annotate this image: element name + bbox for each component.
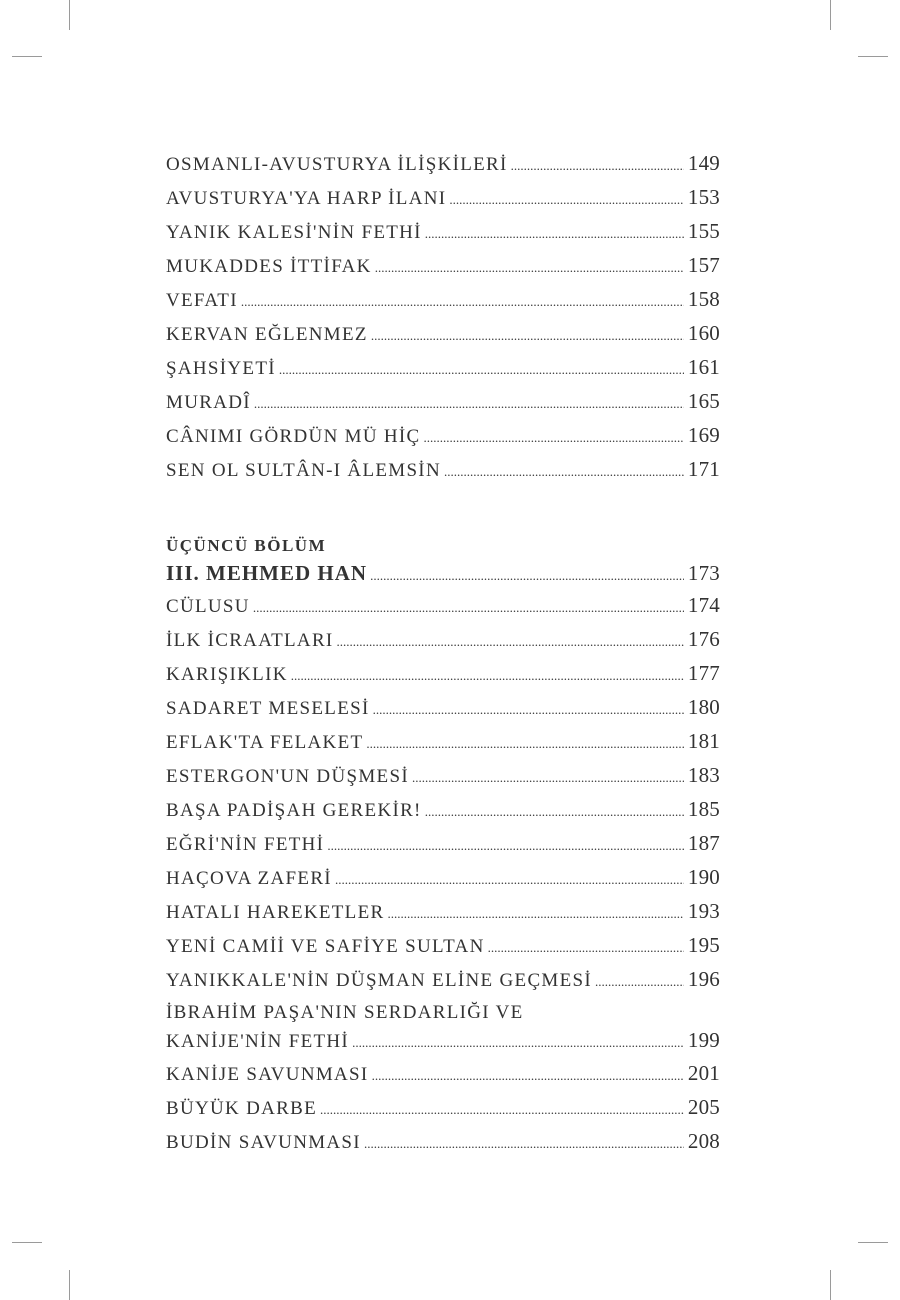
toc-entry[interactable] (166, 146, 720, 180)
dot-leader (241, 285, 684, 319)
page-number: 149 (687, 151, 720, 175)
dot-leader (387, 897, 683, 931)
page-number: 199 (687, 1028, 720, 1052)
crop-mark (830, 1270, 831, 1300)
page-number: 174 (687, 593, 720, 617)
entry-title: VEFATI (166, 290, 238, 311)
entry-title: İLK İCRAATLARI (166, 630, 334, 651)
dot-leader (253, 591, 684, 625)
page-number: 160 (687, 321, 720, 345)
toc-entry[interactable] (166, 758, 720, 792)
crop-mark (12, 56, 42, 57)
entry-title: YANIKKALE'NİN DÜŞMAN ELİNE GEÇMESİ (166, 970, 593, 991)
toc-entry[interactable] (166, 690, 720, 724)
page-number: 153 (687, 185, 720, 209)
dot-leader (449, 183, 684, 217)
toc-entry[interactable] (166, 894, 720, 928)
dot-leader (335, 863, 684, 897)
page-number: 208 (687, 1129, 720, 1153)
dot-leader (366, 727, 684, 761)
toc-entry[interactable] (166, 826, 720, 860)
dot-leader (279, 353, 684, 387)
section-heading-entry[interactable] (166, 558, 720, 588)
entry-title: EFLAK'TA FELAKET (166, 732, 364, 753)
entry-title: KARIŞIKLIK (166, 664, 288, 685)
dot-leader (595, 965, 684, 999)
page-number: 187 (687, 831, 720, 855)
dot-leader (371, 319, 684, 353)
entry-title-line2: KANİJE'NİN FETHİ (166, 1031, 350, 1052)
dot-leader (372, 1059, 684, 1093)
crop-mark (69, 1270, 70, 1300)
entry-title: HATALI HAREKETLER (166, 902, 385, 923)
toc-entry[interactable] (166, 1124, 720, 1158)
page-number: 185 (687, 797, 720, 821)
page-number: 173 (687, 561, 720, 585)
entry-title: BÜYÜK DARBE (166, 1098, 318, 1119)
entry-title: BUDİN SAVUNMASI (166, 1132, 361, 1153)
toc-entry[interactable] (166, 248, 720, 282)
entry-title: MURADÎ (166, 392, 251, 413)
dot-leader (425, 795, 684, 829)
page-number: 155 (687, 219, 720, 243)
entry-title: KANİJE SAVUNMASI (166, 1064, 369, 1085)
entry-title: KERVAN EĞLENMEZ (166, 324, 368, 345)
dot-leader (424, 421, 684, 455)
page-number: 180 (687, 695, 720, 719)
page-number: 157 (687, 253, 720, 277)
page-number: 171 (687, 457, 720, 481)
entry-title: EĞRİ'NİN FETHİ (166, 834, 325, 855)
entry-title: YENİ CAMİİ VE SAFİYE SULTAN (166, 936, 485, 957)
toc-entry[interactable] (166, 1056, 720, 1090)
page-number: 205 (687, 1095, 720, 1119)
page-number: 183 (687, 763, 720, 787)
toc-entry[interactable] (166, 384, 720, 418)
toc-entry[interactable] (166, 656, 720, 690)
page-number: 161 (687, 355, 720, 379)
entry-title: CÜLUSU (166, 596, 250, 617)
dot-leader (375, 251, 684, 285)
dot-leader (373, 693, 684, 727)
entry-title: OSMANLI-AVUSTURYA İLİŞKİLERİ (166, 154, 508, 175)
dot-leader (488, 931, 684, 965)
entry-title: YANIK KALESİ'NİN FETHİ (166, 222, 422, 243)
toc-group (166, 1056, 720, 1158)
toc-group (166, 588, 720, 996)
dot-leader (291, 659, 684, 693)
dot-leader (352, 1027, 684, 1059)
crop-mark (69, 0, 70, 30)
table-of-contents (166, 146, 720, 1158)
toc-entry[interactable] (166, 622, 720, 656)
toc-group (166, 146, 720, 486)
toc-entry-continuation[interactable] (166, 1024, 720, 1056)
page-number: 169 (687, 423, 720, 447)
dot-leader (511, 149, 684, 183)
page-number: 201 (687, 1061, 720, 1085)
dot-leader (337, 625, 684, 659)
page-number: 195 (687, 933, 720, 957)
page-number: 165 (687, 389, 720, 413)
toc-entry[interactable] (166, 1090, 720, 1124)
dot-leader (327, 829, 684, 863)
entry-title: III. MEHMED HAN (166, 561, 368, 585)
toc-entry[interactable] (166, 452, 720, 486)
page-number: 177 (687, 661, 720, 685)
dot-leader (444, 455, 684, 489)
page-number: 193 (687, 899, 720, 923)
dot-leader (364, 1127, 684, 1161)
toc-entry[interactable] (166, 792, 720, 826)
entry-title: CÂNIMI GÖRDÜN MÜ HİÇ (166, 426, 421, 447)
crop-mark (830, 0, 831, 30)
toc-entry[interactable] (166, 418, 720, 452)
toc-entry[interactable] (166, 350, 720, 384)
page-number: 158 (687, 287, 720, 311)
entry-title: HAÇOVA ZAFERİ (166, 868, 332, 889)
entry-title-line1: İBRAHİM PAŞA'NIN SERDARLIĞI VE (166, 1002, 524, 1023)
crop-mark (12, 1242, 42, 1243)
dot-leader (370, 561, 684, 591)
toc-entry[interactable] (166, 282, 720, 316)
toc-entry[interactable] (166, 316, 720, 350)
dot-leader (320, 1093, 684, 1127)
toc-entry[interactable] (166, 214, 720, 248)
page-number: 196 (687, 967, 720, 991)
section-label: ÜÇÜNCÜ BÖLÜM (166, 536, 327, 555)
dot-leader (254, 387, 684, 421)
toc-entry[interactable] (166, 962, 720, 996)
entry-title: BAŞA PADİŞAH GEREKİR! (166, 800, 422, 821)
page-number: 176 (687, 627, 720, 651)
dot-leader (412, 761, 684, 795)
toc-entry[interactable] (166, 588, 720, 622)
toc-entry[interactable] (166, 724, 720, 758)
entry-title: AVUSTURYA'YA HARP İLANI (166, 188, 447, 209)
crop-mark (858, 56, 888, 57)
crop-mark (858, 1242, 888, 1243)
toc-entry[interactable] (166, 180, 720, 214)
page-number: 190 (687, 865, 720, 889)
entry-title: ESTERGON'UN DÜŞMESİ (166, 766, 409, 787)
dot-leader (425, 217, 684, 251)
entry-title: SADARET MESELESİ (166, 698, 370, 719)
entry-title: ŞAHSİYETİ (166, 358, 276, 379)
toc-entry[interactable] (166, 860, 720, 894)
entry-title: MUKADDES İTTİFAK (166, 256, 372, 277)
entry-title: SEN OL SULTÂN-I ÂLEMSİN (166, 460, 441, 481)
toc-entry[interactable] (166, 928, 720, 962)
page-number: 181 (687, 729, 720, 753)
